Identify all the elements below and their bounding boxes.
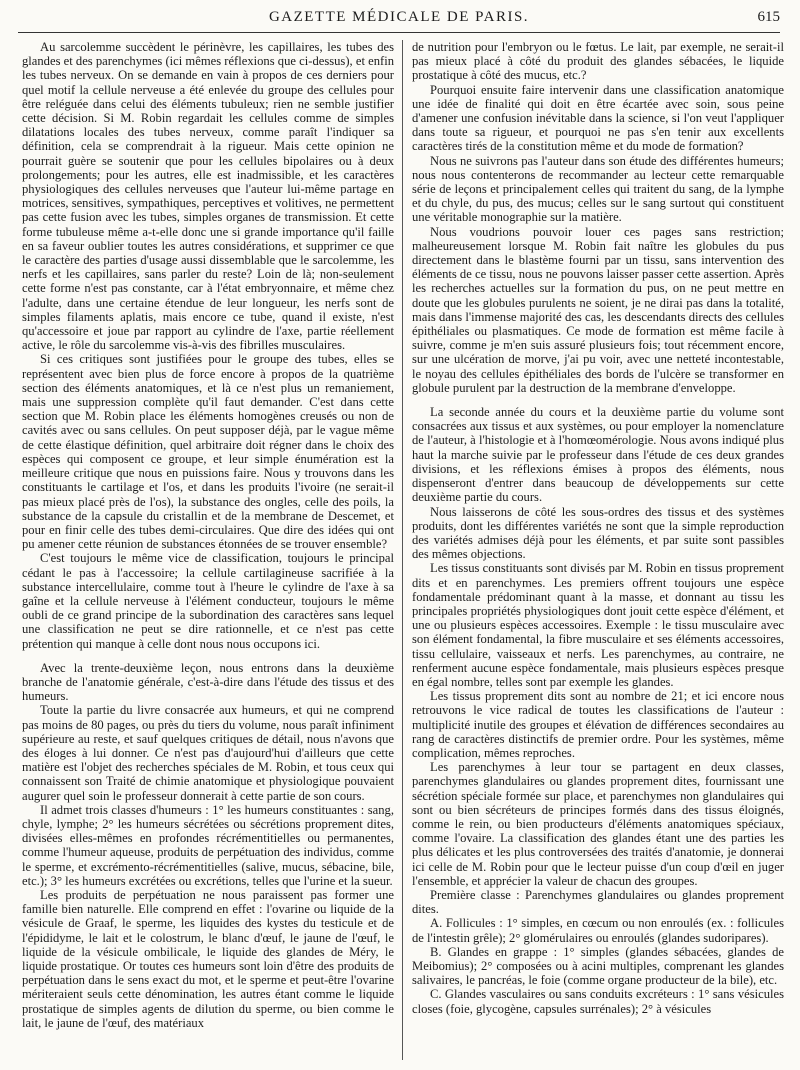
paragraph: Au sarcolemme succèdent le périnèvre, les capillaires, les tubes des glandes et des parenchymes (ici mêmes réflexions que ci-dessus), et enfin les tubes nerveux. On se demande en vain à propos de ces derniers pour quel motif la cellule nerveuse a été enlevée du groupe des cellules pour être reléguée dans celui des éléments tubuleux; rien ne semble justifier cette décision. Si M. Robin regardait les cellules comme de simples dilatations locales des tubes nerveux, comme paraît l'indiquer sa définition, cela se comprendrait à la rigueur. Mais cette opinion ne pourrait guère se soutenir que pour les cellules bipolaires ou à deux prolongements; pour les autres, elle est inadmissible, et les caractères physiologiques des cellules nerveuses que l'auteur lui-même partage en motrices, sensitives, sympathiques, perceptives et volitives, ne permettent pas cette fusion avec les tubes, simples organes de transmission. Et cette forme tubuleuse même a-t-elle donc une si grande importance qu'il faille en sa faveur oublier toutes les autres considérations, et supprimer ce que le caractère des parties d'usage aussi dissemblable que le sarcolemme, les nerfs et les capillaires, sans parler du reste? Loin de là; non-seulement cette forme n'est pas constante, car à l'état embryonnaire, et même chez l'adulte, dans une certaine étendue de leur longueur, les nerfs sont de simples filaments aplatis, mais encore ce tube, quand il existe, n'est qu'accessoire et joue par rapport au cylindre de l'axe, partie réellement active, le rôle du sarcolemme vis-à-vis des fibrilles musculaires. bbox=[22, 40, 394, 353]
paragraph: Toute la partie du livre consacrée aux humeurs, et qui ne comprend pas moins de 80 pages, ou près du tiers du volume, nous paraît infiniment supérieure au reste, et sauf quelques critiques de détail, nous n'avons que des éloges à lui donner. Ce n'est pas d'aujourd'hui d'ailleurs que cette matière est l'objet des recherches spéciales de M. Robin, et tous ceux qui connaissent son Traité de chimie anatomique et physiologique pouvaient augurer quel soin le professeur donnerait à cette partie de son cours. bbox=[22, 703, 394, 803]
paragraph: La seconde année du cours et la deuxième partie du volume sont consacrées aux tissus et aux systèmes, ou pour employer la nomenclature de l'auteur, à l'histologie et à l'homœomérologie. Nous avons indiqué plus haut la marche suivie par le professeur dans l'étude de ces deux grandes divisions, et les réflexions émises à propos des éléments, nous dispenseront d'entrer dans beaucoup de développements sur cette deuxième partie du cours. bbox=[412, 405, 784, 505]
paragraph: Première classe : Parenchymes glandulaires ou glandes proprement dites. bbox=[412, 887, 784, 917]
page-header bbox=[18, 6, 780, 33]
paragraph: Nous ne suivrons pas l'auteur dans son étude des différentes humeurs; nous nous contenterons de recommander au lecteur cette remarquable série de leçons et principalement celles qui traitent du sang, de la lymphe et du chyle, du pus, des mucus; celles sur le sang surtout qui constituent une véritable monographie sur la matière. bbox=[412, 153, 784, 225]
paragraph: B. Glandes en grappe : 1° simples (glandes sébacées, glandes de Meibomius); 2° composées ou à acini multiples, comprenant les glandes salivaires, le pancréas, le foie (comme organe producteur de la bile), etc. bbox=[412, 944, 784, 988]
column-divider bbox=[402, 40, 403, 1060]
paragraph: Les parenchymes à leur tour se partagent en deux classes, parenchymes glandulaires ou glandes proprement dites, fournissant une sécrétion spéciale formée sur place, et parenchymes non glandulaires qui sont ou bien sécréteurs de principes formés dans des tissus éloignés, comme le rein, ou bien producteurs d'éléments anatomiques spéciaux, comme l'ovaire. La classification des glandes étant une des parties les plus délicates et les plus controversées des traités d'anatomie, je donnerai ici celle de M. Robin pour que le lecteur puisse d'un coup d'œil en juger l'ensemble, et apprécier la valeur de chacun des groupes. bbox=[412, 760, 784, 888]
paragraph: Il admet trois classes d'humeurs : 1° les humeurs constituantes : sang, chyle, lymphe; 2° les humeurs sécrétées ou sécrétions proprement dites, divisées elles-mêmes en profondes récrémentitielles ou permanentes, comme l'humeur aqueuse, produits de perpétuation des individus, comme le sperme, et excrémento-récrémentitielles (salive, mucus, sébacine, bile, etc.); 3° les humeurs excrétées ou excrétions, telles que l'urine et la sueur. bbox=[22, 802, 394, 888]
paragraph: de nutrition pour l'embryon ou le fœtus. Le lait, par exemple, ne serait-il pas mieux placé à côté du produit des glandes sébacées, le liquide prostatique à côté des mucus, etc.? bbox=[412, 40, 784, 83]
paragraph: Les produits de perpétuation ne nous paraissent pas former une famille bien naturelle. Elle comprend en effet : l'ovarine ou liquide de la vésicule de Graaf, le sperme, les liquides des kystes du testicule et de l'épididyme, le lait et le colostrum, le blanc d'œuf, le jaune de l'œuf, le liquide de la vésicule ombilicale, le liquide des glandes de Méry, le liquide prostatique. Or toutes ces humeurs sont loin d'être des produits de perpétuation dans le sens exact du mot, et le sperme et peut-être l'ovarine mériteraient seuls cette dénomination, les autres étant comme le liquide prostatique de simples agents de dilution du sperme, ou bien comme le lait, le jaune de l'œuf, des matériaux bbox=[22, 887, 394, 1030]
paragraph: Nous voudrions pouvoir louer ces pages sans restriction; malheureusement lorsque M. Robin fait naître les globules du pus directement dans le blastème fourni par un tissu, sans intervention des éléments de ce tissu, nous ne pouvons laisser passer cette assertion. Après les recherches actuelles sur la formation du pus, on ne peut mettre en doute que les globules purulents ne soient, je ne dirai pas dans la totalité, mais dans l'immense majorité des cas, les descendants directs des cellules épithéliales ou plasmatiques. Ce mode de formation est même facile à suivre, comme je m'en suis assuré plusieurs fois; tout récemment encore, sur une ulcération de morve, j'ai pu voir, avec une netteté incontestable, le noyau des cellules épithéliales des bords de l'ulcère se transformer en globule purulent par la destruction de la membrane d'enveloppe. bbox=[412, 224, 784, 395]
left-column bbox=[22, 40, 394, 1062]
paragraph: C'est toujours le même vice de classification, toujours le principal cédant le pas à l'accessoire; la cellule cartilagineuse sacrifiée à la substance intercellulaire, comme tout à l'heure le cylindre de l'axe à sa gaîne et la cellule nerveuse à l'élément conducteur, toujours le même oubli de ce grand principe de la subordination des caractères sans lequel une classification ne peut se dire rationnelle, et ce n'est pas cette prétention qui manque à celle dont nous nous occupons ici. bbox=[22, 551, 394, 651]
paragraph: Les tissus constituants sont divisés par M. Robin en tissus proprement dits et en parenchymes. Les premiers offrent toujours une espèce fondamentale prédominant quant à la masse, et donnant au tissu les principales propriétés physiologiques dont jouit cette espèce d'élément, et une ou plusieurs espèces accessoires. Exemple : le tissu musculaire avec son élément fondamental, la fibre musculaire et ses éléments accessoires, tissu cellulaire, vaisseaux et nerfs. Les parenchymes, au contraire, ne renferment aucune espèce fondamentale, mais plusieurs espèces presque en égal nombre, telles sont par exemple les glandes. bbox=[412, 561, 784, 689]
page-number: 615 bbox=[757, 9, 780, 25]
paragraph: Les tissus proprement dits sont au nombre de 21; et ici encore nous retrouvons le vice radical de toutes les classifications de l'auteur : multiplicité inutile des groupes et élévation de différences secondaires au rang de caractères distinctifs de premier ordre. Pour les systèmes, même complication, mêmes reproches. bbox=[412, 689, 784, 760]
paragraph: Pourquoi ensuite faire intervenir dans une classification anatomique une idée de finalité qui doit en être écartée avec soin, sous peine d'amener une confusion inévitable dans la science, si l'on veut l'appliquer dans toute sa rigueur, et pourquoi ne pas s'en tenir aux excellents caractères tirés de la constitution même et du mode de formation? bbox=[412, 82, 784, 154]
paragraph: C. Glandes vasculaires ou sans conduits excréteurs : 1° sans vésicules closes (foie, glycogène, capsules surrénales); 2° à vésicules bbox=[412, 987, 784, 1016]
journal-title: GAZETTE MÉDICALE DE PARIS. bbox=[268, 9, 530, 25]
paragraph: Nous laisserons de côté les sous-ordres des tissus et des systèmes produits, dont les différentes variétés ne sont que la simple reproduction des variétés admises déjà pour les éléments, et par suite sont passibles des mêmes objections. bbox=[412, 504, 784, 562]
paragraph: A. Follicules : 1° simples, en cœcum ou non enroulés (ex. : follicules de l'intestin grêle); 2° glomérulaires ou enroulés (glandes sudoripares). bbox=[412, 916, 784, 945]
paragraph: Avec la trente-deuxième leçon, nous entrons dans la deuxième branche de l'anatomie générale, c'est-à-dire dans l'étude des tissus et des humeurs. bbox=[22, 660, 394, 704]
paragraph: Si ces critiques sont justifiées pour le groupe des tubes, elles se représentent avec bien plus de force encore à propos de la quatrième section des éléments anatomiques, et là ce n'est plus un remaniement, mais une suppression complète qu'il faut demander. C'est dans cette section que M. Robin place les éléments homogènes creusés ou non de cavités avec ou sans cellules. On peut supposer déjà, par le vague même de cette élastique définition, quel arbitraire doit régner dans le choix des espèces qui composent ce groupe, et leur simple énumération est la meilleure critique que nous en puissions faire. Nous y trouvons dans les constituants le cartilage et l'os, et dans les produits l'ivoire (ne serait-il pas mieux placé près de l'os), la substance des ongles, celle des poils, la substance de la capsule du cristallin et de la membrane de Descemet, et pour en finir celle des tubes demi-circulaires. Que dire des idées qui ont pu amener cette réunion de substances étonnées de se trouver ensemble? bbox=[22, 352, 394, 552]
right-column bbox=[412, 40, 784, 1062]
